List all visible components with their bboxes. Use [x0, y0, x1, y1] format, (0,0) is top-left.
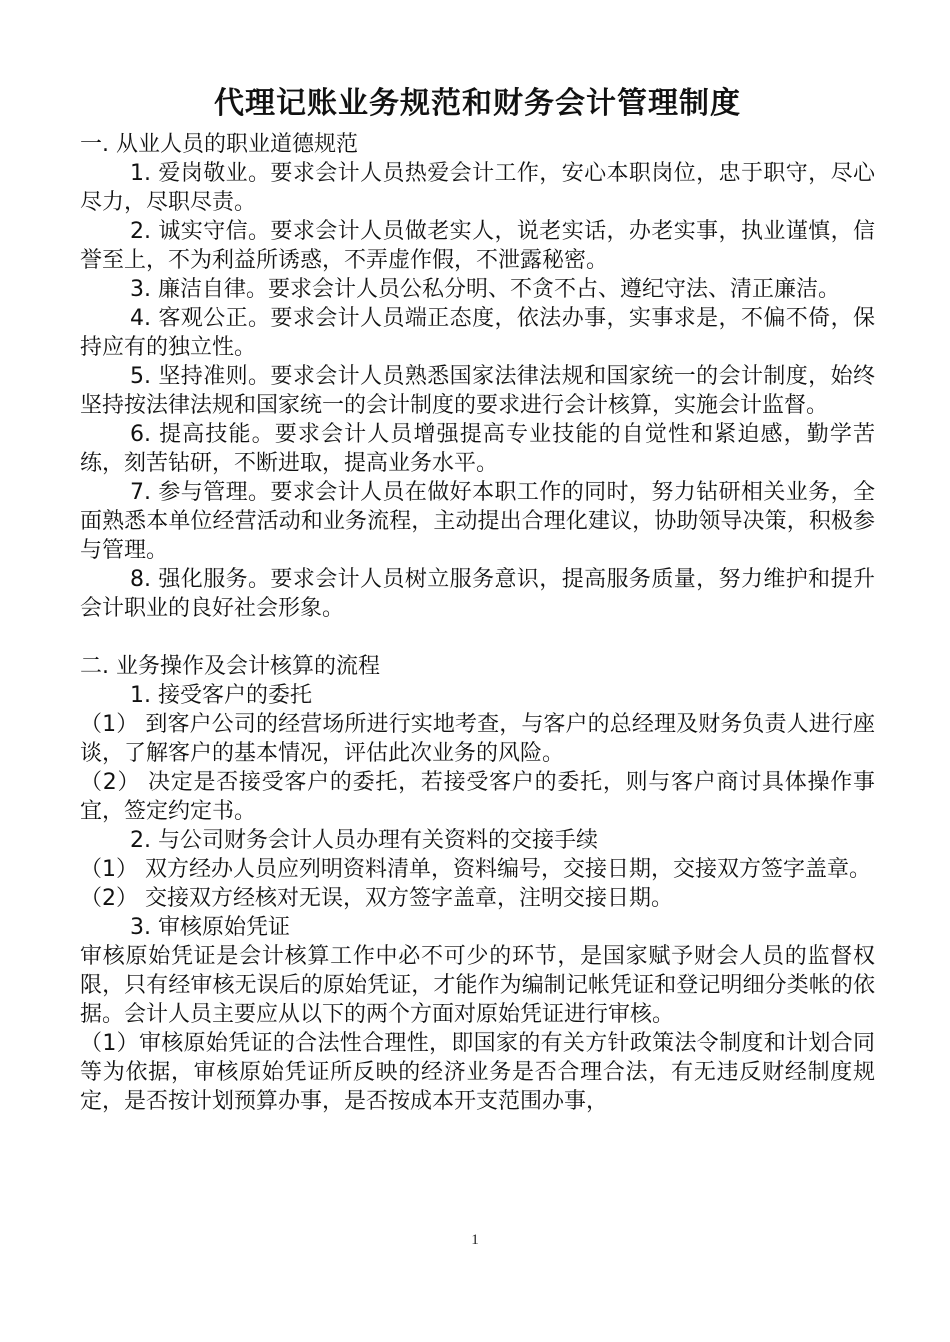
subsection-1-paragraph-1: （1） 到客户公司的经营场所进行实地考查，与客户的总经理及财务负责人进行座谈，了解客户的基本情况，评估此次业务的风险。	[80, 712, 875, 766]
subsection-3-heading: 3. 审核原始凭证	[130, 915, 290, 940]
section-1-item-6: 6. 提高技能。要求会计人员增强提高专业技能的自觉性和紧迫感，勤学苦练，刻苦钻研，不断进取，提高业务水平。	[80, 422, 875, 476]
section-1-item-5: 5. 坚持准则。要求会计人员熟悉国家法律法规和国家统一的会计制度，始终坚持按法律法规和国家统一的会计制度的要求进行会计核算，实施会计监督。	[80, 364, 875, 418]
blank-line	[80, 623, 875, 652]
section-1-item-1: 1. 爱岗敬业。要求会计人员热爱会计工作，安心本职岗位，忠于职守，尽心尽力，尽职尽责。	[80, 161, 875, 215]
section-1-item-2: 2. 诚实守信。要求会计人员做老实人，说老实话，办老实事，执业谨慎，信誉至上，不为利益所诱惑，不弄虚作假，不泄露秘密。	[80, 219, 875, 273]
document-page	[80, 82, 875, 1116]
page-number: 1	[471, 1232, 479, 1248]
section-1-item-7: 7. 参与管理。要求会计人员在做好本职工作的同时，努力钻研相关业务，全面熟悉本单位经营活动和业务流程，主动提出合理化建议，协助领导决策，积极参与管理。	[80, 480, 875, 563]
subsection-2-paragraph-2: （2） 交接双方经核对无误，双方签字盖章，注明交接日期。	[80, 886, 673, 911]
document-title: 代理记账业务规范和财务会计管理制度	[214, 86, 741, 121]
subsection-1-paragraph-2: （2） 决定是否接受客户的委托，若接受客户的委托，则与客户商讨具体操作事宜，签定约定书。	[80, 770, 875, 824]
subsection-2-paragraph-1: （1） 双方经办人员应列明资料清单，资料编号，交接日期，交接双方签字盖章。	[80, 857, 871, 882]
section-1-item-4: 4. 客观公正。要求会计人员端正态度，依法办事，实事求是，不偏不倚，保持应有的独立性。	[80, 306, 875, 360]
subsection-2-heading: 2. 与公司财务会计人员办理有关资料的交接手续	[130, 828, 598, 853]
subsection-3-paragraph-1: 审核原始凭证是会计核算工作中必不可少的环节，是国家赋予财会人员的监督权限，只有经审核无误后的原始凭证，才能作为编制记帐凭证和登记明细分类帐的依据。会计人员主要应从以下的两个方面对原始凭证进行审核。	[80, 944, 875, 1027]
section-1-heading: 一. 从业人员的职业道德规范	[80, 132, 358, 157]
subsection-3-paragraph-2: （1）审核原始凭证的合法性合理性，即国家的有关方针政策法令制度和计划合同等为依据，审核原始凭证所反映的经济业务是否合理合法，有无违反财经制度规定，是否按计划预算办事，是否按成本开支范围办事，	[80, 1031, 875, 1114]
section-1-item-3: 3. 廉洁自律。要求会计人员公私分明、不贪不占、遵纪守法、清正廉洁。	[130, 277, 840, 302]
subsection-1-heading: 1. 接受客户的委托	[130, 683, 312, 708]
section-1-item-8: 8. 强化服务。要求会计人员树立服务意识，提高服务质量，努力维护和提升会计职业的良好社会形象。	[80, 567, 875, 621]
section-2-heading: 二. 业务操作及会计核算的流程	[80, 654, 380, 679]
